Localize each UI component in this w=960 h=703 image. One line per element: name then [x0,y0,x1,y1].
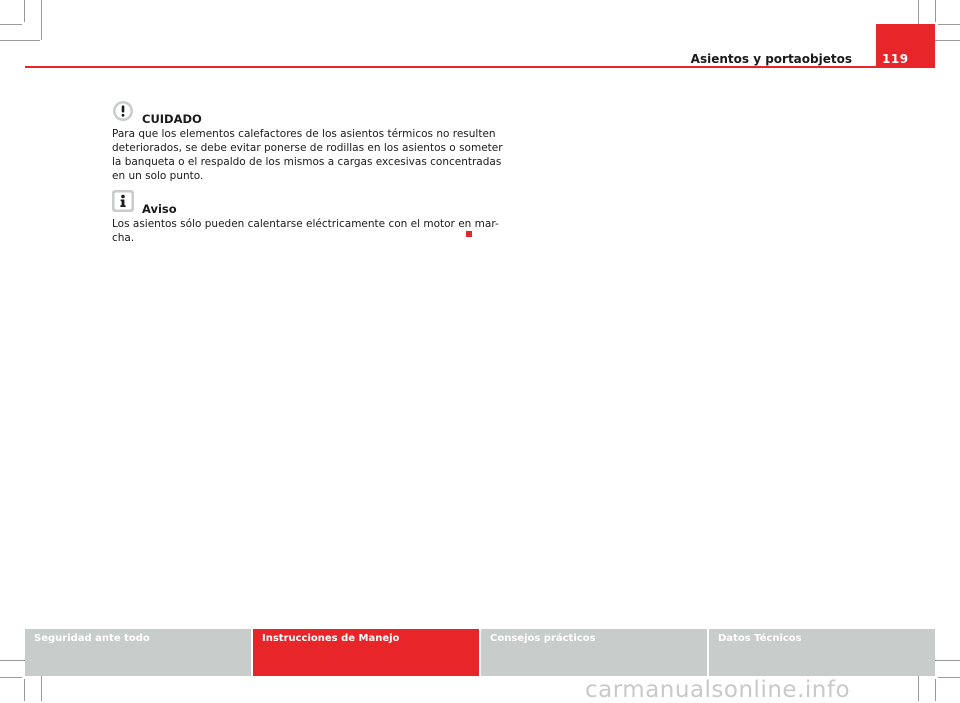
header-rule [25,66,935,68]
footer-navigation [25,629,935,676]
crop-mark [0,24,22,25]
crop-mark [41,0,42,40]
crop-mark [0,40,40,41]
watermark: carmanualsonline.info [585,677,851,703]
crop-mark [935,0,936,22]
page-number: 119 [882,52,909,66]
caution-text-line: la banqueta o el respaldo de los mismos a cargas excesivas concentradas [112,156,502,168]
footer-tab-datos[interactable]: Datos Técnicos [709,629,935,676]
note-header [112,190,462,216]
crop-mark [0,677,22,678]
crop-mark [24,679,25,701]
footer-tab-seguridad[interactable]: Seguridad ante todo [25,629,251,676]
footer-tab-consejos[interactable]: Consejos prácticos [481,629,707,676]
caution-text [112,127,503,183]
note-text-line: cha. [112,232,135,244]
section-end-marker [466,231,472,237]
crop-mark [935,679,936,701]
crop-mark [938,24,960,25]
info-icon [112,190,134,216]
exclamation-circle-icon [112,100,134,126]
caution-title: CUIDADO [142,112,202,126]
caution-text-line: en un solo punto. [112,170,204,182]
crop-mark [938,677,960,678]
note-text [112,217,499,245]
caution-header [112,100,462,126]
crop-mark [24,0,25,22]
note-title: Aviso [142,202,177,216]
caution-text-line: Para que los elementos calefactores de los asientos térmicos no resulten [112,128,496,140]
caution-text-line: deteriorados, se debe evitar ponerse de rodillas en los asientos o someter [112,142,503,154]
section-title: Asientos y portaobjetos [690,52,852,66]
note-text-line: Los asientos sólo pueden calentarse eléctricamente con el motor en mar- [112,218,499,230]
caution-block [112,100,503,183]
note-block [112,190,499,245]
footer-tab-instrucciones[interactable]: Instrucciones de Manejo [253,629,479,676]
